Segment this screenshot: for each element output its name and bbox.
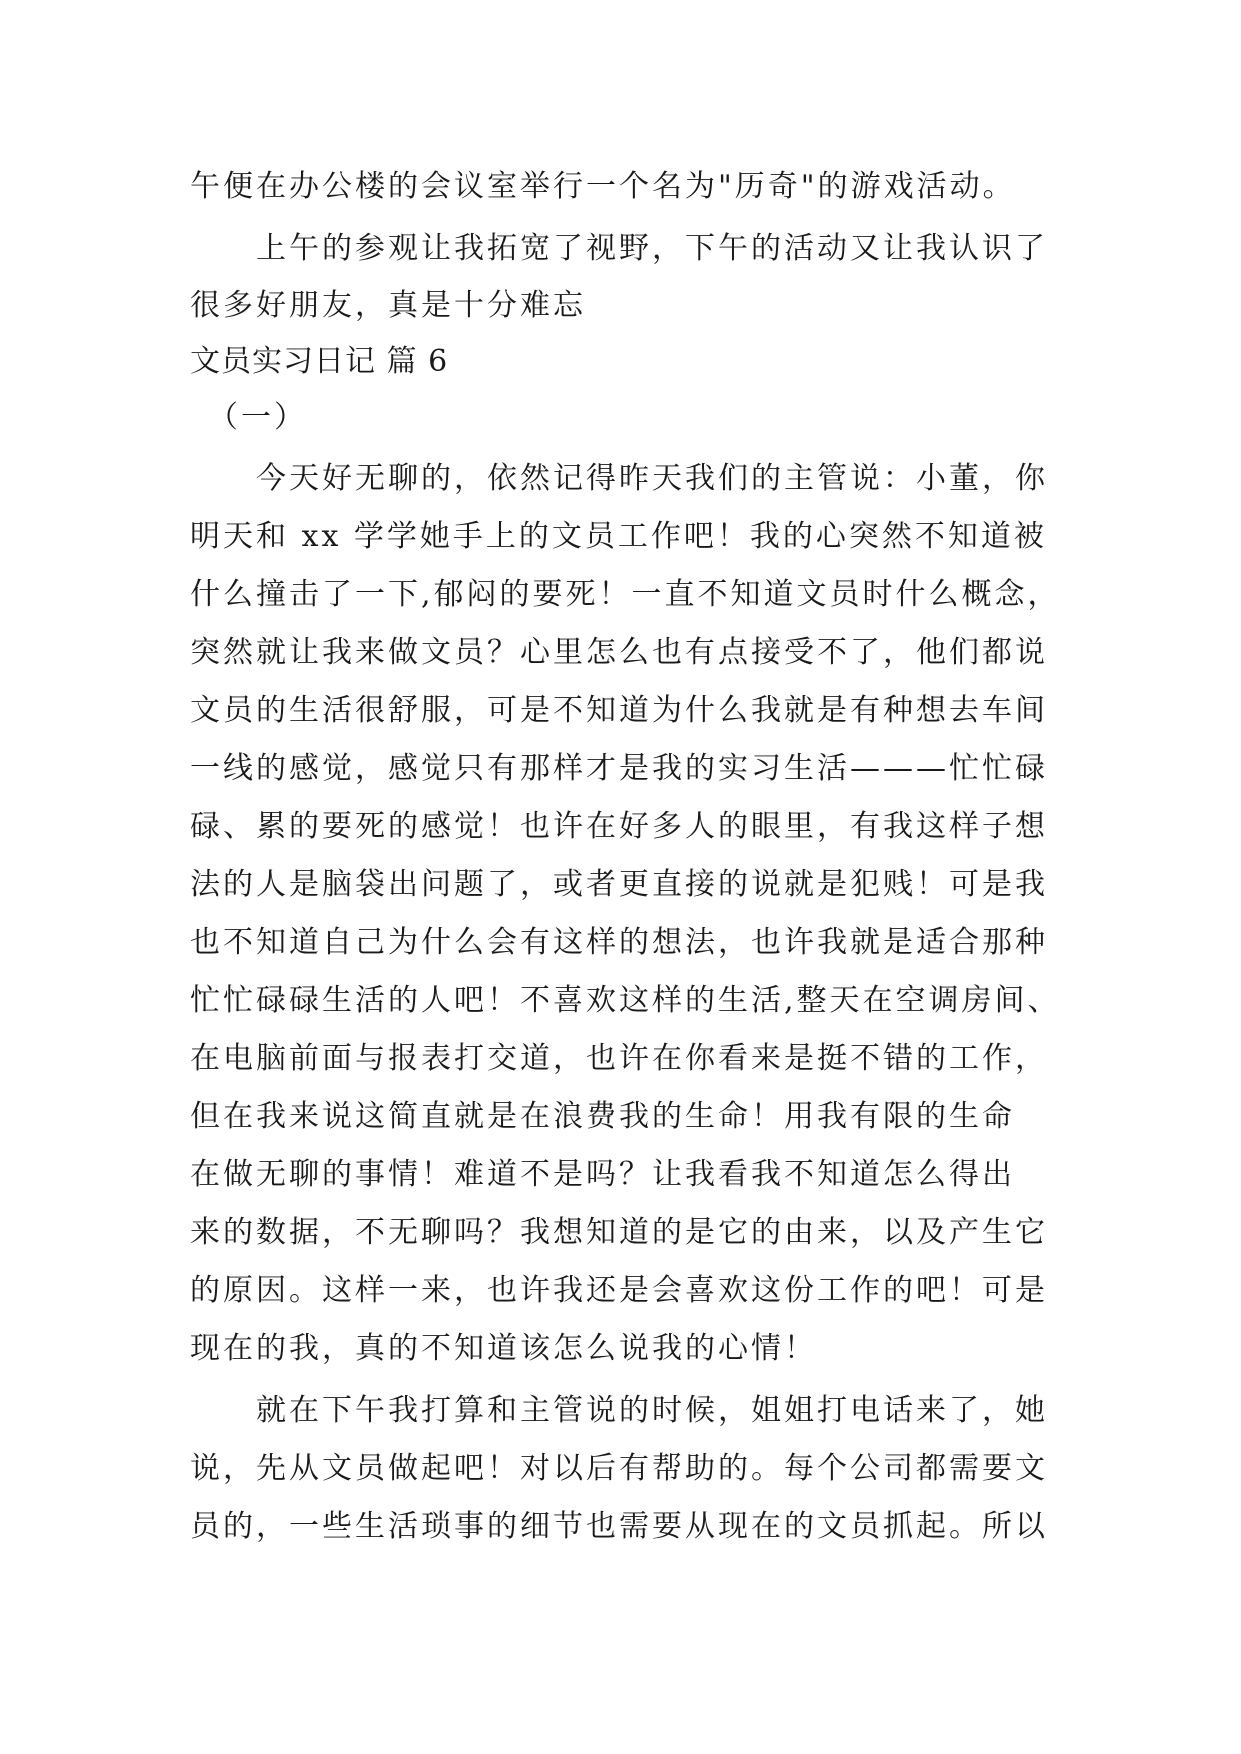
text-line: 午便在办公楼的会议室举行一个名为"历奇"的游戏活动。	[190, 169, 1016, 204]
paragraph-start-line: 上午的参观让我拓宽了视野，下午的活动又让我认识了	[190, 231, 1048, 266]
text-line: 的原因。这样一来，也许我还是会喜欢这份工作的吧！可是	[190, 1273, 1048, 1308]
text-line: 突然就让我来做文员？心里怎么也有点接受不了，他们都说	[190, 635, 1048, 670]
text-line: 碌、累的要死的感觉！也许在好多人的眼里，有我这样子想	[190, 809, 1048, 844]
text-line: 忙忙碌碌生活的人吧！不喜欢这样的生活,整天在空调房间、	[190, 983, 1061, 1018]
text-line: 现在的我，真的不知道该怎么说我的心情！	[190, 1331, 817, 1366]
text-line: 来的数据，不无聊吗？我想知道的是它的由来，以及产生它	[190, 1215, 1048, 1250]
section-heading: 文员实习日记 篇 6	[190, 344, 449, 379]
text-line: 法的人是脑袋出问题了，或者更直接的说就是犯贱！可是我	[190, 867, 1048, 902]
section-number: （一）	[190, 400, 307, 435]
text-line: 在做无聊的事情！难道不是吗？让我看我不知道怎么得出	[190, 1157, 1015, 1192]
text-line: 但在我来说这简直就是在浪费我的生命！用我有限的生命	[190, 1099, 1015, 1134]
text-line: 也不知道自己为什么会有这样的想法，也许我就是适合那种	[190, 925, 1048, 960]
text-line: 员的，一些生活琐事的细节也需要从现在的文员抓起。所以	[190, 1509, 1048, 1544]
text-line: 在电脑前面与报表打交道，也许在你看来是挺不错的工作，	[190, 1041, 1048, 1076]
text-line: 明天和 xx 学学她手上的文员工作吧！我的心突然不知道被	[190, 519, 1047, 554]
text-line: 很多好朋友，真是十分难忘	[190, 288, 586, 323]
document-body	[190, 158, 1060, 1556]
paragraph-start-line: 就在下午我打算和主管说的时候，姐姐打电话来了，她	[190, 1393, 1048, 1428]
text-line: 说，先从文员做起吧！对以后有帮助的。每个公司都需要文	[190, 1451, 1048, 1486]
text-line: 文员的生活很舒服，可是不知道为什么我就是有种想去车间	[190, 693, 1048, 728]
text-line: 一线的感觉，感觉只有那样才是我的实习生活———忙忙碌	[190, 751, 1048, 786]
text-line: 什么撞击了一下,郁闷的要死！一直不知道文员时什么概念，	[190, 577, 1061, 612]
paragraph-start-line: 今天好无聊的，依然记得昨天我们的主管说：小董，你	[190, 461, 1048, 496]
